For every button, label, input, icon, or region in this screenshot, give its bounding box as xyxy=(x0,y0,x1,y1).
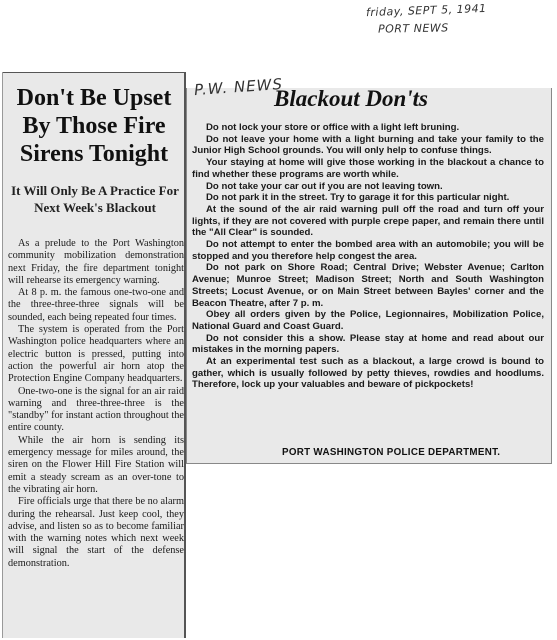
left-paragraph: The system is operated from the Port Washington police headquarters where an electric button is pressed, putting into action the powerful air horn atop the Protection Engine Company headquarters. xyxy=(8,324,184,385)
left-article-body xyxy=(8,238,184,570)
top-rule xyxy=(3,72,184,73)
left-subhead: It Will Only Be A Practice For Next Week's Blackout xyxy=(11,183,179,215)
column-divider xyxy=(184,72,186,638)
right-paragraph: Obey all orders given by the Police, Legionnaires, Mobilization Police, National Guard and Coast Guard. xyxy=(192,309,544,332)
right-paragraph: Your staying at home will give those working in the blackout a chance to find whether these programs are worth while. xyxy=(192,157,544,180)
handwritten-date: friday, SEPT 5, 1941 xyxy=(365,1,487,20)
left-paragraph: As a prelude to the Port Washington community mobilization demonstration next Friday, the fire department tonight will rehearse its emergency warning. xyxy=(8,238,184,286)
right-paragraph: At the sound of the air raid warning pull off the road and turn off your lights, if they are not covered with purple crepe paper, and remain there until the "All Clear" is sounded. xyxy=(192,203,544,239)
left-paragraph: While the air horn is sending its emergency message for miles around, the siren on the Flower Hill Fire Station will emit a steady scream as an over-tone to the vibrating air horn. xyxy=(8,434,184,495)
signature: PORT WASHINGTON POLICE DEPARTMENT. xyxy=(282,447,501,458)
right-paragraph: Do not attempt to enter the bombed area with an automobile; you will be stopped and you therefore help congest the area. xyxy=(192,239,544,262)
left-paragraph: Fire officials urge that there be no alarm during the rehearsal. Just keep cool, they advise, and listen so as to become familiar with the warning notes which next week will signal the start of the defense demonstration. xyxy=(8,496,184,569)
right-paragraph: Do not leave your home with a light burning and take your family to the Junior High School grounds. You will only help to confuse things. xyxy=(192,133,544,157)
right-paragraph: Do not consider this a show. Please stay at home and read about our mistakes in the morning papers. xyxy=(192,332,544,356)
right-paragraph: Do not park on Shore Road; Central Drive; Webster Avenue; Carlton Avenue; Munroe Street; Madison Street; North and South Washington Streets; Locust Avenue, or on Main Street between Bayles' corner and the Beacon Theatre, after 7 p. m. xyxy=(192,262,544,309)
handwritten-source: PORT NEWS xyxy=(377,21,449,36)
right-paragraph: Do not take your car out if you are not leaving town. xyxy=(206,180,443,192)
left-paragraph: One-two-one is the signal for an air raid warning and three-three-three is the "standby" for instant action throughout the entire county. xyxy=(8,385,184,434)
handwritten-clip-tag: P.W. NEWS xyxy=(193,74,284,100)
left-paragraph: At 8 p. m. the famous one-two-one and the three-three-three signals will be sounded, each being repeated four times. xyxy=(8,287,184,323)
right-paragraph: At an experimental test such as a blackout, a large crowd is bound to gather, which is usually followed by petty thieves, rowdies and hoodlums. Therefore, lock up your valuables and beware of pickpockets! xyxy=(192,356,544,391)
right-paragraph: Do not lock your store or office with a light left bruning. xyxy=(206,122,460,133)
right-article-body xyxy=(192,122,544,391)
right-headline: Blackout Don'ts xyxy=(274,86,429,111)
left-headline: Don't Be Upset By Those Fire Sirens Tonight xyxy=(16,85,172,167)
right-paragraph: Do not park it in the street. Try to garage it for this particular night. xyxy=(206,192,510,204)
